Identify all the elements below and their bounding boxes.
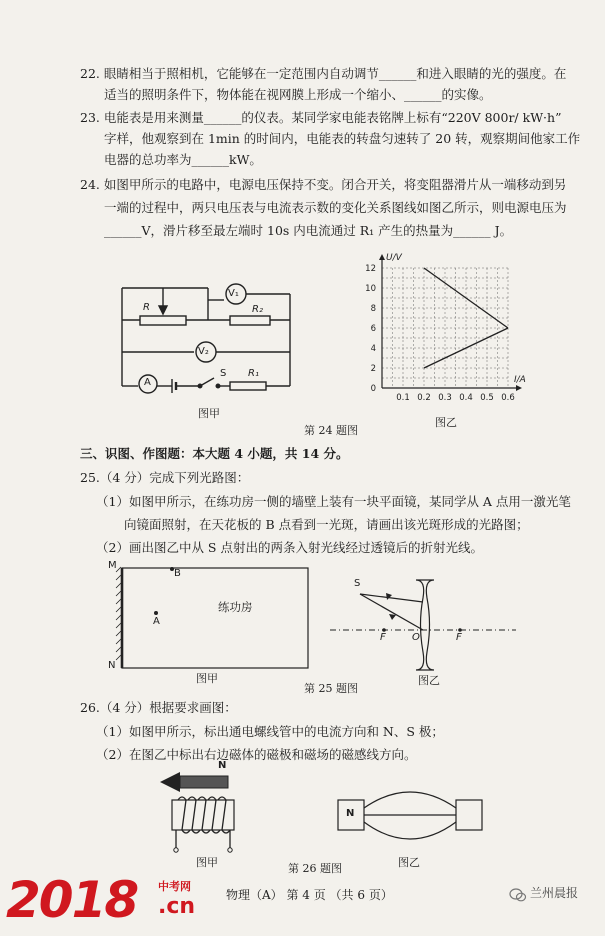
q25-heading: 25.（4 分）完成下列光路图： [80,470,250,485]
q25-fig-a-caption: 图甲 [196,672,218,685]
page-number: 物理（A） 第 4 页 （共 6 页） [226,888,393,902]
lens-diagram [330,578,520,668]
q25-item1-line2: 向镜面照射，在天花板的 B 点看到一光斑，请画出该光斑形成的光路图； [124,517,529,532]
q23-line2: 字样，他观察到在 1min 的时间内，电能表的转盘匀速转了 20 转，观察期间他家工作 [104,131,581,146]
q22-line2: 适当的照明条件下，物体能在视网膜上形成一个缩小、______的实像。 [104,87,492,102]
r1-label: R₁ [248,368,259,379]
q24-fig-a-caption: 图甲 [198,407,220,420]
q26-item1: （1）如图甲所示，标出通电螺线管中的电流方向和 N、S 极； [96,724,444,739]
point-b-label: B [174,568,181,579]
room-label: 练功房 [218,600,253,614]
solenoid-diagram [158,764,248,854]
magnet-north-label-left: N [346,808,355,819]
q24-figure-caption: 第 24 题图 [304,424,358,437]
mirror-top-label: M [108,560,117,571]
q24-line2: 一端的过程中，两只电压表与电流表示数的变化关系图线如图乙所示，则电源电压为 [104,200,567,215]
x-tick-label: 0.5 [480,393,494,403]
x-tick-label: 0.6 [501,393,515,403]
x-axis-label: I/A [514,375,526,385]
y-tick-label: 10 [365,284,376,294]
magnet-north-label-top: N [218,760,227,771]
y-axis-arrow [379,254,385,260]
x-tick-label: 0.3 [438,393,452,403]
q25-figure-caption: 第 25 题图 [304,682,358,695]
ammeter-label: A [144,377,151,388]
y-tick-label: 12 [365,264,376,274]
q26-fig-a-caption: 图甲 [196,856,218,869]
q22-line1: 22. 眼睛相当于照相机，它能够在一定范围内自动调节______和进入眼睛的光的强度。在 [80,66,567,81]
y-tick-label: 0 [370,384,376,394]
q26-fig-b-caption: 图乙 [398,856,420,869]
y-tick-label: 8 [370,304,376,314]
y-tick-label: 6 [370,324,376,334]
rheostat-label: R [143,302,150,313]
source-s-label: S [354,578,361,589]
x-tick-label: 0.1 [396,393,410,403]
q26-item2: （2）在图乙中标出右边磁体的磁极和磁场的磁感线方向。 [96,747,417,762]
q23-line3: 电器的总功率为______kW。 [104,152,262,167]
y-tick-label: 4 [370,344,376,354]
q23-line1: 23. 电能表是用来测量______的仪表。某同学家电能表铭牌上标有“220V 800r/ kW·h” [80,110,562,125]
x-tick-label: 0.2 [417,393,431,403]
q26-figure-caption: 第 26 题图 [288,862,342,875]
y-tick-label: 2 [370,364,376,374]
wechat-account-name: 兰州晨报 [530,886,579,900]
y-axis-label: U/V [386,253,402,263]
q26-heading: 26.（4 分）根据要求画图： [80,700,237,715]
logo-domain: .cn [158,894,196,919]
x-axis-arrow [516,385,522,391]
mirror-bottom-label: N [108,660,116,671]
q25-fig-b-caption: 图乙 [418,674,440,687]
ui-graph [360,253,526,403]
q25-item2: （2）画出图乙中从 S 点射出的两条入射光线经过透镜后的折射光线。 [96,540,483,555]
switch-label: S [220,368,227,379]
x-tick-label: 0.4 [459,393,473,403]
logo-year: 2018 [6,871,138,929]
logo-site: 中考网 [158,880,191,893]
r2-label: R₂ [252,304,263,315]
v2-label: V₂ [198,346,209,357]
focus-left-label: F [380,632,386,643]
v1-label: V₁ [228,288,239,299]
q24-line1: 24. 如图甲所示的电路中，电源电压保持不变。闭合开关，将变阻器滑片从一端移动到另 [80,177,567,192]
wechat-icon [510,888,526,902]
point-a-label: A [153,616,160,627]
magnets-diagram [336,782,486,852]
site-logo [6,872,206,928]
section3-heading: 三、识图、作图题：本大题 4 小题，共 14 分。 [80,446,349,461]
q25-item1-line1: （1）如图甲所示，在练功房一侧的墙壁上装有一块平面镜，某同学从 A 点用一激光笔 [96,494,571,509]
q24-line3: ______V，滑片移至最左端时 10s 内电流通过 R₁ 产生的热量为______ J。 [104,223,513,238]
room-diagram [114,566,314,670]
optical-center-label: O [412,632,420,643]
q24-fig-b-caption: 图乙 [435,416,457,429]
focus-right-label: F [456,632,462,643]
